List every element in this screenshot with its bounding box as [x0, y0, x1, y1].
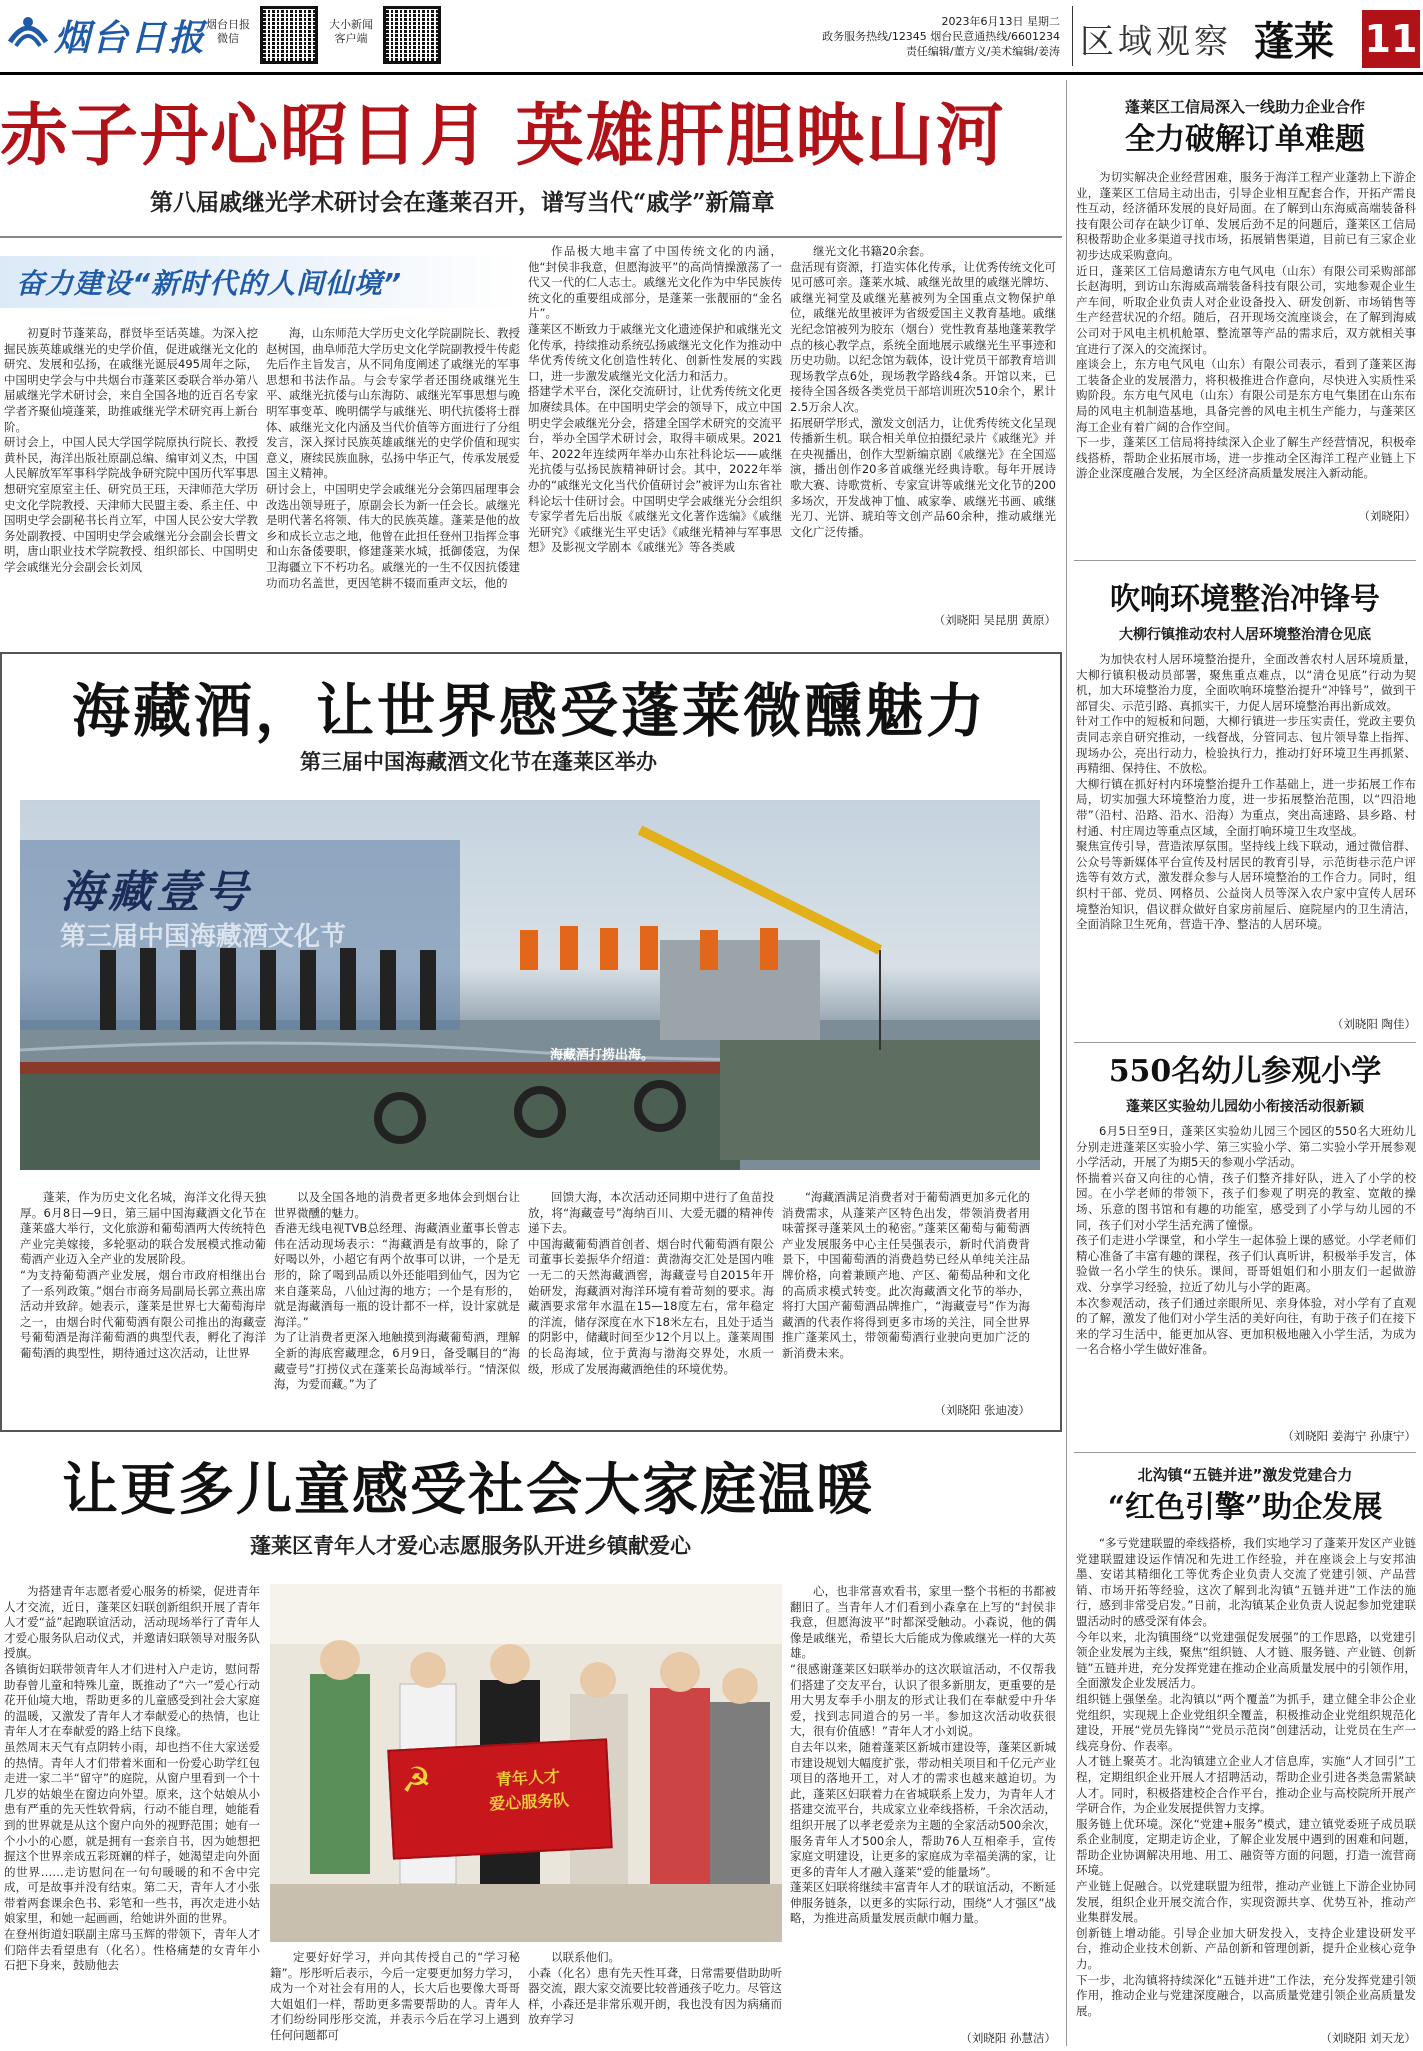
right3-byline: （刘晓阳 姜海宁 孙康宁）: [1282, 1429, 1416, 1443]
article3-subtitle: 蓬莱区青年人才爱心志愿服务队开进乡镇献爱心: [250, 1533, 691, 1558]
right2-subtitle: 大柳行镇推动农村人居环境整治清仓见底: [1119, 627, 1371, 643]
right3-subtitle: 蓬莱区实验幼儿园幼小衔接活动很新颖: [1126, 1099, 1364, 1115]
article3-col2: 定要好好学习，并向其传授自己的“学习秘籍”。彤彤听后表示，今后一定要更加努力学习，成为一个对社会有用的人，长大后也要像大哥哥大姐姐们一样，帮助更多需要帮助的人。青年人才们纷纷同彤彤交流，并表示今后在学习上遇到任何问题都可: [270, 1950, 520, 2042]
qr-code-wechat[interactable]: [260, 6, 318, 64]
article1-col3: 作品极大地丰富了中国传统文化的内涵，他“封侯非我意，但愿海波平”的高尚情操激荡了一代又一代的仁人志士。戚继光文化作为中华民族传统文化的重要组成部分，是蓬莱一张靓丽的“金名片”。 蓬莱区不断致力于戚继光文化遗迹保护和戚继光文化传承，持续推动系统弘扬戚继光文化作为推动中华优秀传统文化创造性转化、创新性发展的实践口，进一步激发戚继光文化活力和活力。 搭建学术平台，深化交流研讨，让优秀传统文化更加赓续具体。在中国明史学会的领导下，成立中国明史学会戚继光分会，搭建全国学术研究的交流平台，举办全国学术研讨会，取得丰硕成果。2021年、2022年连续两年举办山东社科论坛——戚继光抗倭与弘扬民族精神研讨会。其中，2022年举办的“戚继光文化当代价值研讨会”被评为山东省社科论坛十佳研讨会。中国明史学会戚继光分会组织专家学者先后出版《戚继光文化著作选编》《戚继光研究》《戚继光生平史话》《戚继光精神与军事思想》及影视文学剧本《戚继光》等各类戚: [528, 244, 782, 555]
editors-text: 责任编辑/董方义/美术编辑/姜涛: [905, 45, 1060, 58]
right2-byline: （刘晓阳 陶佳）: [1331, 1017, 1416, 1031]
hotline-text: 政务服务热线/12345 烟台民意通热线/6601234: [822, 30, 1060, 43]
party-emblem-icon: ☭: [399, 1759, 433, 1802]
article1-col2: 海，山东师范大学历史文化学院副院长、教授赵树国，曲阜师范大学历史文化学院副教授牛传彪先后作主旨发言，从不同角度阐述了戚继光的军事思想和书法作品。与会专家学者还围绕戚继光生平、戚继光抗倭与山东海防、戚继光军事思想与晚明军事变革、晚明儒学与戚继光、明代抗倭将士群体、戚继光文化内涵及当代价值等方面进行了分组发言，深入探讨民族英雄戚继光的史学价值和现实意义，赓续民族血脉，弘扬中华正气，传承发展爱国主义精神。 研讨会上，中国明史学会戚继光分会第四届理事会改选出领导班子，原副会长为新一任会长。戚继光是明代著名将领、伟大的民族英雄。蓬莱是他的故乡和成长立志之地，他曾在此担任登州卫指挥佥事和山东备倭要职，修建蓬莱水城，抵御倭寇，为保卫海疆立下不朽功名。戚继光的一生不仅因抗倭建功而功名盖世，更因笔耕不辍而重声文坛，他的: [266, 326, 520, 590]
flag-text: 青年人才 爱心服务队: [488, 1766, 570, 1814]
article3-col2b: 以联系他们。 小森（化名）患有先天性耳聋，日常需要借助助听器交流，跟大家交流要比较普通孩子吃力。尽管这样，小森还是非常乐观开朗，我也没有因为病痛而放弃学习: [528, 1950, 782, 2027]
article2-headline: 海藏酒，让世界感受蓬莱微醺魅力: [72, 677, 988, 745]
article2-byline: （刘晓阳 张迪凌）: [934, 1403, 1030, 1417]
newspaper-logo-icon: [6, 12, 50, 52]
right3-body: 6月5日至9日，蓬莱区实验幼儿园三个园区的550名大班幼儿分别走进蓬莱区实验小学、第三实验小学、第二实验小学开展参观小学活动，开展了为期5天的参观小学活动。 怀揣着兴奋又向往的心情，孩子们整齐排好队，进入了小学的校园。在小学老师的带领下，孩子们参观了明亮的教室、宽敞的操场、乐意的图书馆和有趣的功能室，感受到了小学与幼儿园的不同，孩子们对小学生活充满了憧憬。 孩子们走进小学课堂，和小学生一起体验上课的感觉。小学老师们精心准备了丰富有趣的课程，孩子们认真听讲，积极举手发言，体验做一名小学生的快乐。课间，哥哥姐姐们和小朋友们一起做游戏、分享学习经验，拉近了幼儿与小学的距离。 本次参观活动，孩子们通过亲眼所见、亲身体验，对小学有了直观的了解，激发了他们对小学生活的美好向往，有助于孩子们在接下来的学习生活中，能更加从容、更加积极地融入小学生活，为成为一名合格小学生做好准备。: [1076, 1124, 1416, 1357]
right2-body: 为加快农村人居环境整治提升，全面改善农村人居环境质量，大柳行镇积极动员部署，聚焦重点难点，以“清仓见底”行动为契机，加大环境整治力度，全面吹响环境整治提升“冲锋号”，做到干部冒尖、示范引路、真抓实干，力促人居环境整治再出新成效。 针对工作中的短板和问题，大柳行镇进一步压实责任，党政主要负责同志亲自研究推动，一线督战，分管同志、包片领导靠上指挥、现场办公，亮出行动力，检验执行力，推动打好环境卫生再抓紧、再精细、保持住、不放松。 大柳行镇在抓好村内环境整治提升工作基础上，进一步拓展工作布局，切实加强大环境整治力度，进一步拓展整治范围，以“四沿地带”（沿村、沿路、沿水、沿海）为重点，突出高速路、县乡路、村村通、村庄周边等重点区域，全面打响环境卫生攻坚战。 聚焦宣传引导，营造浓厚氛围。坚持线上线下联动，通过微信群、公众号等新媒体平台宣传及村居民的教育引导，示范街巷示范户评选等有效方式，激发群众参与人居环境整治的工作合力。同时，组织村干部、党员、网格员、公益岗人员等深入农户家中宣传人居环境整治知识，倡议群众做好自家房前屋后、庭院屋内的卫生清洁，全面消除卫生死角，营造干净、整洁的人居环境。: [1076, 652, 1416, 932]
article3-photo: [270, 1584, 782, 1942]
right4-kicker: 北沟镇“五链并进”激发党建合力: [1137, 1466, 1353, 1484]
right4-body: “多亏党建联盟的牵线搭桥，我们实地学习了蓬莱开发区产业链党建联盟建设运作情况和先进工作经验，并在座谈会上与安邦油墨、安诺其精细化工等优秀企业负责人交流了党建引领、产品营销、市场开拓等经验，这次了解到北沟镇“五链并进”工作法的施行，感到非常受启发。”日前，北沟镇某企业负责人说起参加党建联盟活动时的感受深有体会。 今年以来，北沟镇围绕“以党建强促发展强”的工作思路，以党建引领企业发展为主线，聚焦“组织链、人才链、服务链、产业链、创新链”五链并进，充分发挥党建在推动企业高质量发展中的引领作用，全面激发企业发展活力。 组织链上强堡垒。北沟镇以“两个覆盖”为抓手，建立健全非公企业党组织，实现规上企业党组织全覆盖，积极推动企业党组织规范化建设，开展“党员先锋岗”“党员示范岗”创建活动，让党员在生产一线亮身份、作表率。 人才链上聚英才。北沟镇建立企业人才信息库，实施“人才回引”工程，定期组织企业开展人才招聘活动，帮助企业引进各类急需紧缺人才。同时，积极搭建校企合作平台，推动企业与高校院所开展产学研合作，为企业发展提供智力支撑。 服务链上优环境。深化“党建+服务”模式，建立镇党委班子成员联系企业制度，定期走访企业，了解企业发展中遇到的困难和问题，帮助企业协调解决用地、用工、融资等方面的问题，打造一流营商环境。 产业链上促融合。以党建联盟为纽带，推动产业链上下游企业协同发展，组织企业开展交流合作，实现资源共享、优势互补，推动产业集群发展。 创新链上增动能。引导企业加大研发投入，支持企业建设研发平台，推动企业技术创新、产品创新和管理创新，提升企业核心竞争力。 下一步，北沟镇将持续深化“五链并进”工作法，充分发挥党建引领作用，推动企业与党建深度融合，以高质量党建引领企业高质量发展。: [1076, 1536, 1416, 2018]
article1-subtitle: 第八届戚继光学术研讨会在蓬莱召开，谱写当代“戚学”新篇章: [150, 189, 775, 216]
page-number: 11: [1362, 10, 1420, 68]
photo-caption: 海藏酒打捞出海。: [550, 1048, 655, 1063]
masthead: [0, 0, 1423, 74]
article1-headline: 赤子丹心昭日月 英雄肝胆映山河: [0, 96, 1006, 176]
article1-byline: （刘晓阳 吴昆朋 黄原）: [933, 613, 1056, 627]
right1-kicker: 蓬莱区工信局深入一线助力企业合作: [1124, 98, 1365, 116]
campaign-banner-text: 奋力建设“新时代的人间仙境”: [16, 267, 403, 300]
article3-byline: （刘晓阳 孙慧洁）: [960, 2031, 1056, 2045]
right1-body: 为切实解决企业经营困难，服务于海洋工程产业蓬勃上下游企业，蓬莱区工信局主动出击，引导企业相互配套合作，开拓产需良性互动，经济循环发展的良好局面。在了解到山东海威高端装备科技有限公司存在缺少订单、发展后劲不足的问题后，蓬莱区工信局积极帮助企业多渠道寻找市场，拓展销售渠道，目前已有三家企业初步达成采购意向。 近日，蓬莱区工信局邀请东方电气风电（山东）有限公司采购部部长赵海明，到访山东海威高端装备科技有限公司，实地参观企业生产车间，听取企业负责人对企业设备投入、研发创新、市场销售等生产经营状况的介绍。随后，召开现场交流座谈会，在了解到海威公司对于风电主机机舱罩、整流罩等产品的需求后，双方就相关事宜进行了深入的交流探讨。 座谈会上，东方电气风电（山东）有限公司表示，看到了蓬莱区海工装备企业的发展潜力，将积极推进合作意向，尽快进入实质性采购阶段。东方电气风电（山东）有限公司是东方电气集团在山东布局的风电主机制造基地，具备完善的风电主机生产能力，与蓬莱区海工企业有着广阔的合作空间。 下一步，蓬莱区工信局将持续深入企业了解生产经营情况，积极牵线搭桥，帮助企业拓展市场，进一步推动全区海洋工程产业链上下游企业深度融合发展，为全区经济高质量发展注入新动能。: [1076, 170, 1416, 481]
article1-col4: 继光文化书籍20余套。 盘活现有资源，打造实体化传承，让优秀传统文化可见可感可亲。蓬莱水城、戚继光故里的戚继光牌坊、戚继光祠堂及戚继光墓被列为全国重点文物保护单位，戚继光故里被评为省级爱国主义教育基地。戚继光纪念馆被列为胶东（烟台）党性教育基地蓬莱教学点的核心教学点，系统全面地展示戚继光生平事迹和历史功勋。以纪念馆为载体，设计党员干部教育培训现场教学点6处，现场教学路线4条。开馆以来，已接待全国各级各类党员干部培训班次510余个，累计2.5万余人次。 拓展研学形式，激发文创活力，让优秀传统文化呈现传播新生机。联合相关单位拍摄纪录片《戚继光》并在央视播出，创作大型新编京剧《戚继光》在全国巡演，播出创作20多首戚继光经典诗歌。每年开展诗歌大赛、诗歌赏析、专家宣讲等戚继光文化节的200多场次，开发战神丁恤、戚家拳、戚继光书画、戚继光刀、光饼、琥珀等文创产品60余种，推动戚继光文化广泛传播。: [790, 244, 1056, 539]
article2-col1: 蓬莱，作为历史文化名城，海洋文化得天独厚。6月8日—9日，第三届中国海藏酒文化节在蓬莱盛大举行，文化旅游和葡萄酒两大传统特色产业完美嫁接，多轮驱动的联合发展模式推动葡萄酒产业迈入全产业的发展阶段。 “为支持葡萄酒产业发展，烟台市政府相继出台了一系列政策。”烟台市商务局副局长郭立燕出席活动并致辞。她表示，蓬莱是世界七大葡萄海岸之一，由烟台时代葡萄酒有限公司推出的海藏壹号葡萄酒是海洋葡萄酒的典型代表，孵化了海洋葡萄酒的典型性，期待通过这次活动，让世界: [20, 1190, 266, 1360]
masthead-info: [760, 14, 1060, 59]
newspaper-name: 烟台日报: [54, 17, 207, 59]
photo-banner-brand: 海藏壹号: [60, 867, 252, 918]
volunteer-flag: [387, 1738, 612, 1859]
photo-banner-event: 第三届中国海藏酒文化节: [60, 922, 347, 952]
article2-subtitle: 第三届中国海藏酒文化节在蓬莱区举办: [300, 749, 657, 774]
right3-headline: 550名幼儿参观小学: [1108, 1054, 1382, 1089]
right1-byline: （刘晓阳）: [1358, 509, 1416, 523]
article2-col4: “海藏酒满足消费者对于葡萄酒更加多元化的消费需求，从蓬莱产区特色出发，带领消费者用味蕾探寻蓬莱风土的秘密。”蓬莱区葡萄与葡萄酒产业发展服务中心主任吴强表示，新时代消费背景下，中国葡萄酒的消费趋势已经从单纯关注品牌价格，向着兼顾产地、产区、葡萄品种和文化的高质求模式转变。此次海藏酒文化节的举办，将打大国产葡萄酒品牌推广，“海藏壹号”作为海藏酒的代表作将得到更多市场的关注，同全世界推广蓬莱风土，带领葡萄酒行业驶向更加广泛的新消费未来。: [782, 1190, 1030, 1360]
article2-col3: 回馈大海，本次活动还同期中进行了鱼苗投放，将“海藏壹号”海纳百川、大爱无疆的精神传递下去。 中国海藏葡萄酒首创者、烟台时代葡萄酒有限公司董事长姜振华介绍道：黄渤海交汇处是国内唯一无二的天然海藏酒窖，海藏壹号自2015年开始研发，海藏酒对海洋环境有着苛刻的要求。海藏酒要求常年水温在15—18度左右，常年稳定的洋流，储存深度在水下18米左右，且处于适当的阴影中，储藏时间至少12个月以上。蓬莱周围的长岛海域，位于黄海与渤海交界处，水质一级，形成了发展海藏酒绝佳的环境优势。: [528, 1190, 774, 1376]
article3-headline: 让更多儿童感受社会大家庭温暖: [62, 1457, 874, 1523]
article3-col3: 心，也非常喜欢看书，家里一整个书柜的书都被翻旧了。当青年人才们看到小森拿在上写的“封侯非我意，但愿海波平”时都深受触动。小森说，他的偶像是戚继光，希望长大后能成为像戚继光一样的大英雄。 “很感谢蓬莱区妇联举办的这次联谊活动，不仅帮我们搭建了交友平台，认识了很多新朋友，更重要的是用大男友奉手小朋友的形式让我们在奉献爱中升华爱，找到志同道合的另一半。参加这次活动收获很大，很有价值感！”青年人才小刘说。 自去年以来，随着蓬莱区新城市建设等，蓬莱区新城市建设规划大幅度扩张，带动相关项目和千亿元产业项目的落地开工，对人才的需求也越来越迫切。为此，蓬莱区妇联着力在省城联系上发力，为青年人才搭建交流平台，共成家立业牵线搭桥，千余次活动，组织开展了以孝老爱亲为主题的全家活动500余次，服务青年人才500余人，帮助76人互相牵手，宣传家庭文明建设，让更多的家庭成为幸福美满的家，让更多的青年人才融入蓬莱“爱的能量场”。 蓬莱区妇联将继续丰富青年人才的联谊活动，不断延伸服务链条，以更多的实际行动，围绕“人才强区”战略，为推进高质量发展贡献巾帼力量。: [790, 1584, 1056, 1926]
region-name: 蓬莱: [1254, 18, 1334, 65]
qr-label-wechat: 烟台日报 微信: [206, 18, 250, 45]
article3-col1: 为搭建青年志愿者爱心服务的桥梁，促进青年人才交流，近日，蓬莱区妇联创新组织开展了青年人才爱“益”起跑联谊活动，活动现场举行了青年人才爱心服务队启动仪式，并邀请妇联领导对服务队授旗。 各镇街妇联带领青年人才们进村入户走访，慰问帮助春曾儿童和特殊儿童，既推动了“六一”爱心行动花开仙境大地，帮助更多的儿童感受到社会大家庭的温暖，又激发了青年人才奉献爱心的热情，也让青年人才在奉献爱的路上结下良缘。 虽然周末天气有点阴转小雨，却也挡不住大家送爱的热情。青年人才们带着米面和一份爱心助学红包走进一家二半“留守”的庭院，从窗户里看到一个十几岁的姑娘坐在窗边向外望。原来，这个姑娘从小患有严重的先天性软骨病，行动不能自理，她能看到的世界就是从这个窗户向外的视野范围；她有一个小小的心愿，就是拥有一套亲自书，因为她想把握这个世界亲成五彩斑斓的样子，她渴望走向外面的世界……走访慰问在一句句暖暖的和不舍中完成，可是故事并没有结束。第二天，青年人才小张带着两套课余色书、彩笔和一些书，再次走进小姑娘家里，和她一起画画，给她讲外面的世界。 在登州街道妇联副主席马玉辉的带领下，青年人才们陪伴去看望患有（化名）。性格痛楚的女青年小石把下身来，鼓励他去: [4, 1584, 260, 1973]
article2-photo: [20, 800, 1040, 1170]
right4-byline: （刘晓阳 刘天龙）: [1320, 2031, 1416, 2045]
campaign-banner: [0, 256, 520, 308]
issue-date: 2023年6月13日 星期二: [941, 15, 1060, 28]
right1-headline: 全力破解订单难题: [1125, 122, 1365, 157]
qr-label-app: 大小新闻 客户端: [329, 18, 373, 45]
right4-headline: “红色引擎”助企发展: [1107, 1490, 1383, 1525]
article1-col1: 初夏时节蓬莱岛，群贤毕至话英雄。为深入挖掘民族英雄戚继光的史学价值，促进戚继光文化的研究、发展和弘扬，在戚继光诞辰495周年之际，中国明史学会与中共烟台市蓬莱区委联合举办第八届戚继光学术研讨会，来自全国各地的近百名专家学者齐聚仙境蓬莱，助推戚继光学术研究再上新台阶。 研讨会上，中国人民大学国学院原执行院长、教授黄朴民，海洋出版社原副总编、编审刘义杰，中国人民解放军军事科学院战争研究院中国历代军事思想研究室原室主任、研究员王珏，天津师范大学历史文化学院教授、天津师大民盟主委、系主任、中国明史学会副秘书长肖立军，中国人民公安大学教务处副教授、中国明史学会戚继光分会副会长曹文明，唐山职业技术学院教授、组织部长、中国明史学会戚继光分会副会长刘凤: [4, 326, 258, 574]
article2-col2: 以及全国各地的消费者更多地体会到烟台让世界微醺的魅力。 香港无线电视TVB总经理、海藏酒业董事长曾志伟在活动现场表示：“海藏酒是有故事的，除了好喝以外，小超它有两个故事可以讲，一个是无形的，除了喝到品质以外还能唱到仙气，因为它来自蓬莱岛，八仙过海的地方；一个是有形的，就是海藏酒每一瓶的设计都不一样，设计家就是海洋。” 为了让消费者更深入地触摸到海藏葡萄酒，理解全新的海底窖藏理念，6月9日，备受瞩目的“海藏壹号”打捞仪式在蓬莱长岛海域举行。“情深似海，为爱而藏。”为了: [274, 1190, 520, 1392]
section-name: 区域观察: [1080, 22, 1232, 62]
qr-code-app[interactable]: [383, 6, 441, 64]
right2-headline: 吹响环境整治冲锋号: [1110, 582, 1380, 617]
